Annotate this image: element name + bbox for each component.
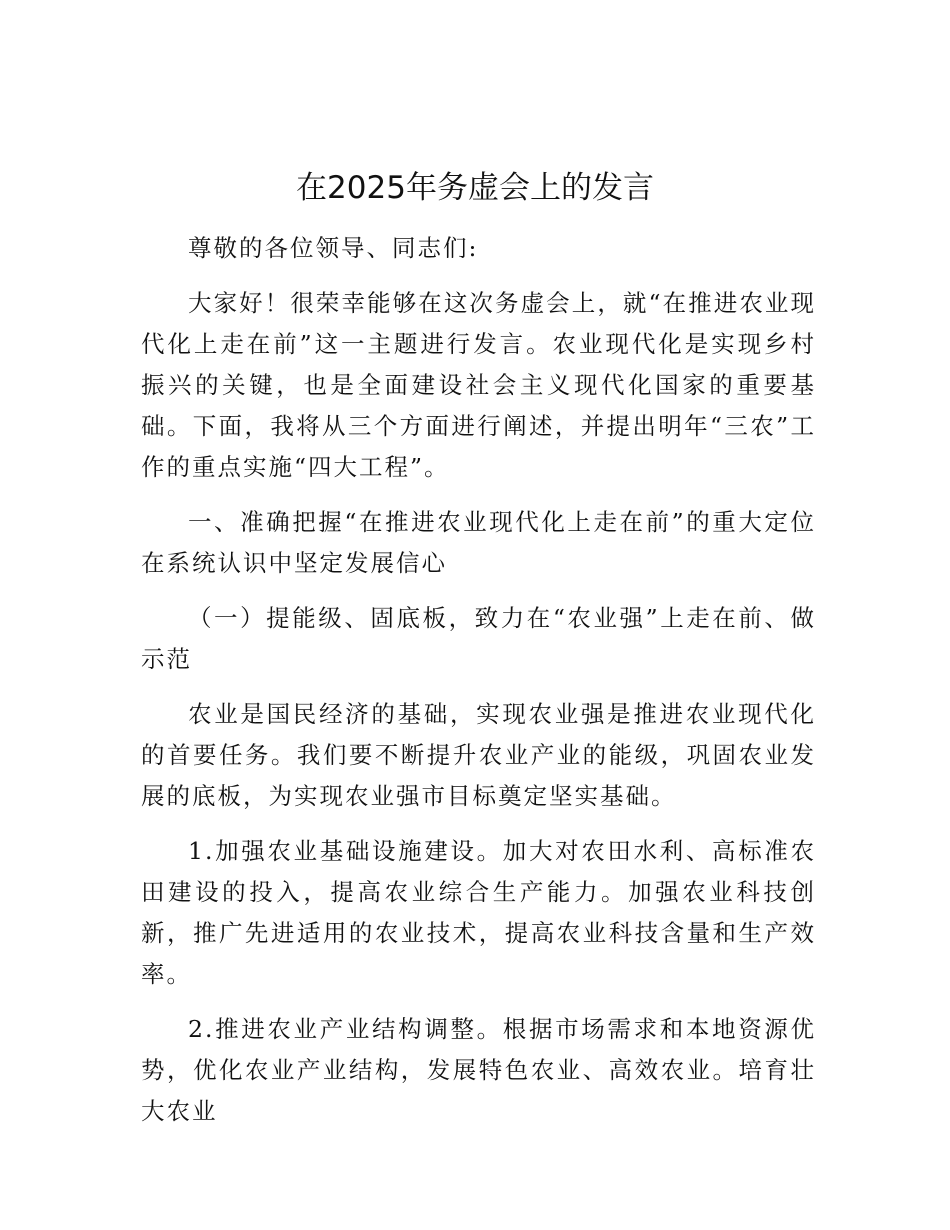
numbered-item-1: 1.加强农业基础设施建设。加大对农田水利、高标准农田建设的投入，提高农业综合生产能力。加强农业科技创新，推广先进适用的农业技术，提高农业科技含量和生产效率。 xyxy=(141,837,816,988)
document-body xyxy=(141,228,816,1132)
greeting-paragraph: 尊敬的各位领导、同志们: xyxy=(188,234,479,262)
document-title: 在2025年务虚会上的发言 xyxy=(296,170,654,206)
section-heading-1: 一、准确把握“在推进农业现代化上走在前”的重大定位在系统认识中坚定发展信心 xyxy=(141,508,816,577)
subsection-heading-1: （一）提能级、固底板，致力在“农业强”上走在前、做示范 xyxy=(141,604,816,673)
body-paragraph: 农业是国民经济的基础，实现农业强是推进农业现代化的首要任务。我们要不断提升农业产业的能级，巩固农业发展的底板，为实现农业强市目标奠定坚实基础。 xyxy=(141,700,816,810)
numbered-item-2: 2.推进农业产业结构调整。根据市场需求和本地资源优势，优化农业产业结构，发展特色农业、高效农业。培育壮大农业 xyxy=(141,1015,816,1125)
intro-paragraph: 大家好！很荣幸能够在这次务虚会上，就“在推进农业现代化上走在前”这一主题进行发言。农业现代化是实现乡村振兴的关键，也是全面建设社会主义现代化国家的重要基础。下面，我将从三个方面进行阐述，并提出明年“三农”工作的重点实施“四大工程”。 xyxy=(141,289,816,481)
